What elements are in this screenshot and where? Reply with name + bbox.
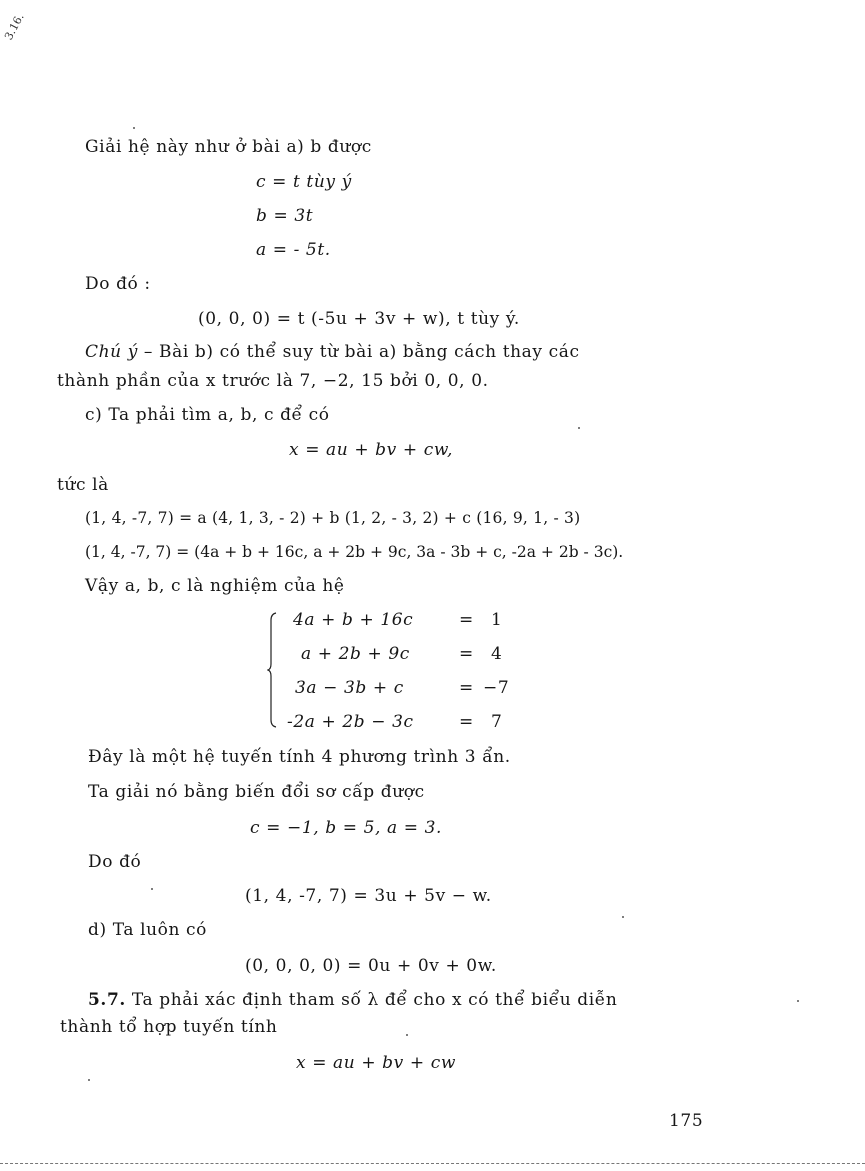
system-rhs: −7 [483, 678, 510, 698]
note-text: – Bài b) có thể suy từ bài a) bằng cách thay các [137, 342, 580, 362]
text-line: c) Ta phải tìm a, b, c để có [85, 405, 330, 425]
equation-line: (0, 0, 0, 0) = 0u + 0v + 0w. [245, 956, 497, 976]
equation-line: (1, 4, -7, 7) = a (4, 1, 3, - 2) + b (1, 2, - 3, 2) + c (16, 9, 1, - 3) [85, 509, 581, 527]
text-line: Ta giải nó bằng biến đổi sơ cấp được [88, 782, 425, 802]
equation-line: (1, 4, -7, 7) = (4a + b + 16c, a + 2b + 9c, 3a - 3b + c, -2a + 2b - 3c). [85, 543, 624, 561]
system-eq: = [459, 644, 474, 664]
system-rhs: 7 [491, 712, 503, 732]
text-line: thành phần của x trước là 7, −2, 15 bởi 0, 0, 0. [57, 371, 489, 391]
system-lhs: -2a + 2b − 3c [287, 712, 414, 732]
text-line: thành tổ hợp tuyến tính [60, 1017, 278, 1037]
equation-line: a = - 5t. [256, 240, 331, 260]
system-eq: = [459, 610, 474, 630]
text-line: tức là [57, 475, 109, 495]
text-line: Do đó : [85, 274, 151, 294]
equation-line: x = au + bv + cw [296, 1053, 456, 1073]
scan-speck [406, 1034, 408, 1036]
system-lhs: a + 2b + 9c [301, 644, 410, 664]
equation-line: (0, 0, 0) = t (-5u + 3v + w), t tùy ý. [198, 309, 520, 329]
text-line: d) Ta luôn có [88, 920, 208, 940]
system-eq: = [459, 678, 474, 698]
scan-speck [151, 888, 153, 890]
equation-line: (1, 4, -7, 7) = 3u + 5v − w. [245, 886, 492, 906]
page-number: 175 [669, 1111, 704, 1131]
equation-line: b = 3t [256, 206, 314, 226]
equation-line: c = t tùy ý [256, 172, 352, 192]
scan-speck [578, 427, 580, 429]
exercise-text: Ta phải xác định tham số λ để cho x có thể biểu diễn [125, 990, 618, 1010]
system-eq: = [459, 712, 474, 732]
text-line: Đây là một hệ tuyến tính 4 phương trình 3 ẩn. [88, 747, 511, 767]
page-bottom-rule [0, 1163, 865, 1164]
scan-speck [797, 1000, 799, 1002]
exercise-line [88, 990, 617, 1010]
system-brace [267, 612, 277, 728]
text-line: Giải hệ này như ở bài a) b được [85, 137, 372, 157]
note-label: Chú ý [85, 342, 138, 362]
exercise-number: 5.7. [88, 990, 126, 1010]
margin-note: 3.16. [2, 11, 27, 43]
system-rhs: 4 [491, 644, 503, 664]
scan-speck [133, 127, 135, 129]
equation-line: x = au + bv + cw, [289, 440, 453, 460]
system-lhs: 3a − 3b + c [295, 678, 404, 698]
system-lhs: 4a + b + 16c [293, 610, 414, 630]
equation-line: c = −1, b = 5, a = 3. [250, 818, 443, 838]
scan-speck [622, 916, 624, 918]
text-line: Vậy a, b, c là nghiệm của hệ [85, 576, 345, 596]
scan-speck [88, 1079, 90, 1081]
system-rhs: 1 [491, 610, 503, 630]
text-line: Do đó [88, 852, 142, 872]
note-line [85, 342, 580, 362]
